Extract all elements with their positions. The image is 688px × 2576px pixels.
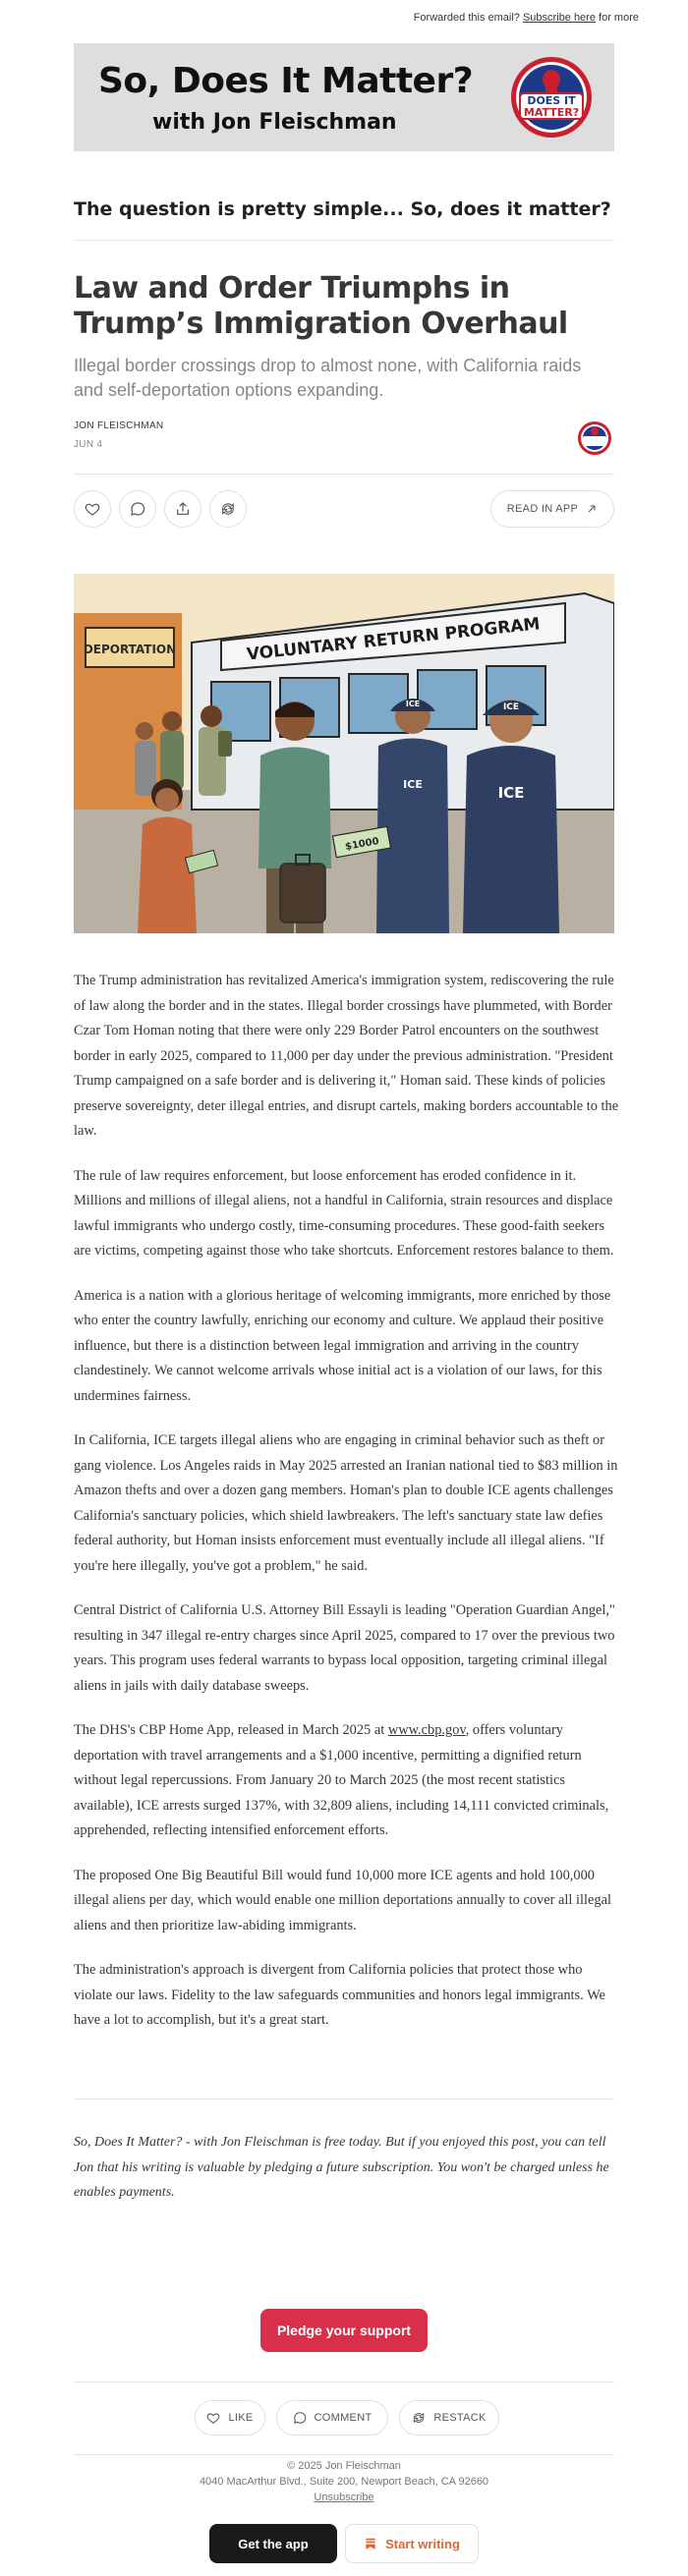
post-date: JUN 4: [74, 439, 103, 450]
banner-title: So, Does It Matter?: [98, 61, 474, 101]
start-writing-button[interactable]: [345, 2524, 479, 2563]
paragraph-text: , offers voluntary deportation with travel arrangements and a $1,000 incentive, permitting a dignified return without legal repercussions. From January 20 to March 2025 (the most recent statistics available), ICE arrests surged 137%, with 32,809 aliens, including 14,111 convicted criminals, apprehended, reflecting intensified enforcement efforts.: [74, 1722, 609, 1838]
paragraph: The proposed One Big Beautiful Bill would fund 10,000 more ICE agents and hold 100,000 illegal aliens per day, which would enable one million deportations annually to cover all illegal aliens and then prioritize law-abiding immigrants.: [74, 1867, 611, 1933]
badge-line1: DOES IT: [527, 94, 576, 107]
does-it-matter-logo: [510, 56, 593, 139]
comment-icon: [130, 501, 145, 517]
author-avatar[interactable]: [577, 420, 612, 456]
paragraph: [74, 1718, 619, 1844]
heart-icon: [85, 501, 100, 517]
bus-banner-text: VOLUNTARY RETURN PROGRAM: [246, 614, 542, 665]
restack-icon: [220, 501, 236, 517]
post-subtitle: Illegal border crossings drop to almost none, with California raids and self-deportation options expanding.: [74, 356, 582, 400]
newsletter-banner[interactable]: [74, 43, 614, 151]
heart-icon: [206, 2411, 220, 2425]
get-the-app-button[interactable]: Get the app: [209, 2524, 337, 2563]
comment-label: COMMENT: [314, 2412, 373, 2424]
post-body: [74, 969, 619, 2053]
unsubscribe-link[interactable]: Unsubscribe: [314, 2492, 374, 2503]
divider: [74, 474, 614, 475]
cash-label: $1000: [344, 836, 380, 853]
address: 4040 MacArthur Blvd., Suite 200, Newport Beach, CA 92660: [199, 2476, 489, 2488]
cbp-link[interactable]: www.cbp.gov: [387, 1722, 466, 1738]
restack-button[interactable]: [209, 490, 247, 528]
divider: [74, 240, 614, 241]
footer-like-button[interactable]: [195, 2400, 265, 2436]
paragraph: Central District of California U.S. Attorney Bill Essayli is leading "Operation Guardian Angel," resulting in 347 illegal re-entry charges since April 2025, compared to 17 over the previous two years. This program uses federal warrants to bypass local opposition, targeting criminal illegal aliens in jails with daily database sweeps.: [74, 1602, 615, 1694]
share-icon: [175, 501, 191, 517]
divider: [74, 2381, 614, 2382]
deportation-sign-text: DEPORTATION: [83, 643, 177, 656]
author-name[interactable]: JON FLEISCHMAN: [74, 420, 164, 431]
vest-label-1: ICE: [403, 778, 423, 791]
substack-icon: [364, 2537, 377, 2550]
paragraph: America is a nation with a glorious heritage of welcoming immigrants, more enriched by those who enter the country lawfully, enriching our economy and culture. We applaud their positive influence, but there is a distinction between legal immigration and arriving in the country clandestinely. We cannot welcome arrivals whose initial act is a violation of our laws, for this undermines fairness.: [74, 1287, 611, 1404]
comment-icon: [293, 2411, 307, 2425]
restack-icon: [412, 2411, 426, 2425]
pledge-note: So, Does It Matter? - with Jon Fleischman is free today. But if you enjoyed this post, you can tell Jon that his writing is valuable by pledging a future subscription. You won't be charged unless he enables payments.: [74, 2135, 609, 2200]
like-button[interactable]: [74, 490, 111, 528]
newsletter-tagline: The question is pretty simple... So, does it matter?: [74, 198, 611, 220]
paragraph: In California, ICE targets illegal aliens who are engaging in criminal behavior such as theft or gang violence. Los Angeles raids in May 2025 arrested an Iranian national tied to $83 million in Amazon thefts and over a dozen gang members. Homan's plan to double ICE agents challenges California's sanctuary policies, which shield lawbreakers. The left's sanctuary state law defies federal authority, but Homan insists enforcement must eventually include all illegal aliens. "If you're here illegally, you've got a problem," he said.: [74, 1432, 618, 1574]
divider: [74, 2099, 614, 2100]
forwarded-line: [414, 12, 639, 24]
restack-label: RESTACK: [433, 2412, 487, 2424]
vest-label-2: ICE: [497, 784, 525, 802]
footer-restack-button[interactable]: [399, 2400, 499, 2436]
paragraph: The administration's approach is divergent from California policies that protect those who violate our laws. Fidelity to the law safeguards communities and honors legal immigrants. We have a lot to accomplish, but it's a great start.: [74, 1962, 605, 2028]
cap-label-1: ICE: [405, 700, 421, 708]
pledge-support-button[interactable]: Pledge your support: [260, 2309, 428, 2352]
arrow-up-right-icon: [586, 503, 598, 515]
subscribe-link[interactable]: Subscribe here: [522, 12, 596, 24]
copyright: © 2025 Jon Fleischman: [287, 2460, 401, 2472]
post-title[interactable]: Law and Order Triumphs in Trump’s Immigration Overhaul: [74, 271, 568, 341]
like-label: LIKE: [228, 2412, 254, 2424]
paragraph: The rule of law requires enforcement, but loose enforcement has eroded confidence in it. Millions and millions of illegal aliens, not a handful in California, strain resources and displace lawful immigrants who undergo costly, time-consuming procedures. These good-faith seekers are victims, competing against those who take shortcuts. Enforcement restores balance to them.: [74, 1167, 614, 1259]
start-writing-label: Start writing: [385, 2536, 460, 2551]
forwarded-suffix: for more: [599, 12, 639, 24]
hero-illustration[interactable]: [74, 574, 614, 933]
footer-comment-button[interactable]: [276, 2400, 388, 2436]
paragraph: The Trump administration has revitalized America's immigration system, rediscovering the rule of law along the border and in the states. Illegal border crossings have plummeted, with Border Czar Tom Homan noting that there were only 229 Border Patrol encounters on the southwest border in early 2025, compared to 11,000 per day under the previous administration. "President Trump campaigned on a safe border and is delivering it," Homan said. These kinds of policies preserve sovereignty, deter illegal entries, and disrupt cartels, making borders accountable to the law.: [74, 973, 619, 1139]
share-button[interactable]: [164, 490, 201, 528]
read-in-app-button[interactable]: [490, 490, 614, 528]
divider: [74, 2454, 614, 2455]
paragraph-text: The DHS's CBP Home App, released in March 2025 at: [74, 1722, 388, 1738]
read-in-app-label: READ IN APP: [506, 503, 579, 515]
comment-button[interactable]: [119, 490, 156, 528]
cap-label-2: ICE: [502, 702, 520, 712]
banner-subtitle: with Jon Fleischman: [152, 110, 397, 135]
forwarded-text: Forwarded this email?: [413, 12, 520, 24]
badge-line2: MATTER?: [523, 106, 580, 119]
